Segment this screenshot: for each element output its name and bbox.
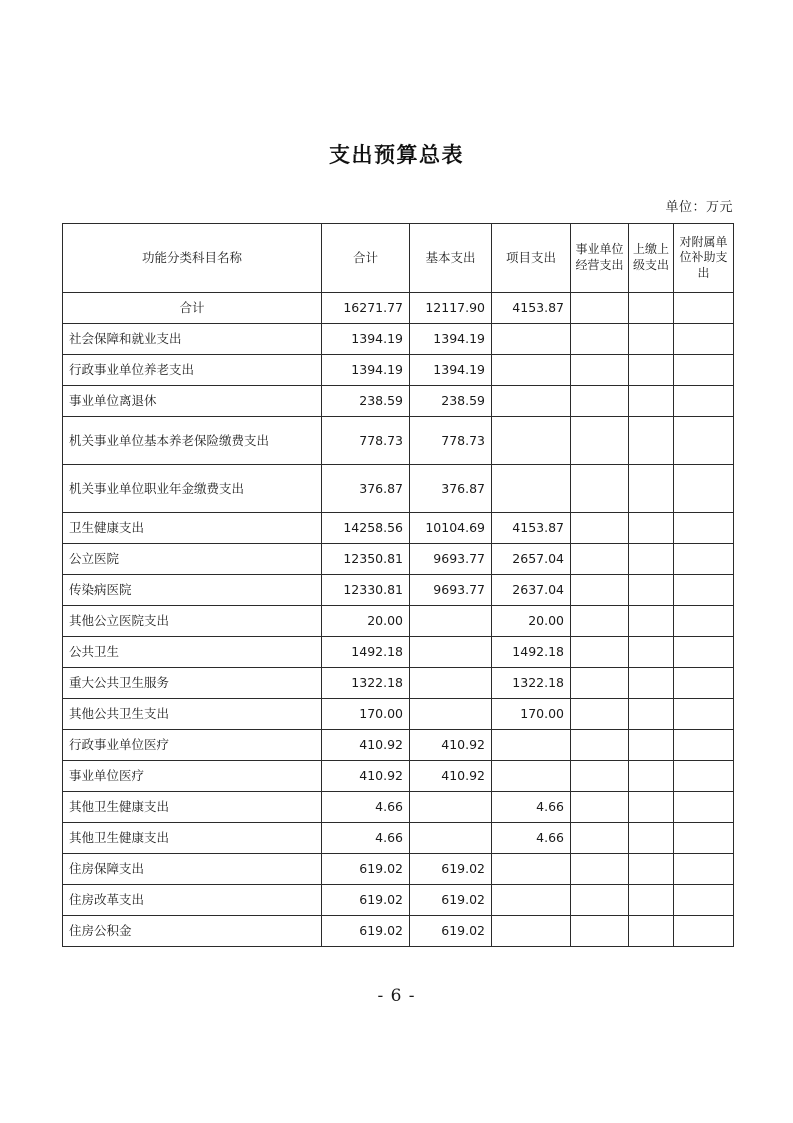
cell-operating-expenditure (571, 513, 629, 544)
row-label: 行政事业单位养老支出 (63, 355, 322, 386)
cell-subsidiary-subsidy (674, 513, 734, 544)
cell-project-expenditure: 2637.04 (492, 575, 571, 606)
row-label: 机关事业单位职业年金缴费支出 (63, 465, 322, 513)
cell-basic-expenditure: 1394.19 (410, 355, 492, 386)
cell-project-expenditure: 170.00 (492, 699, 571, 730)
cell-upper-remittance (629, 730, 674, 761)
cell-upper-remittance (629, 792, 674, 823)
cell-project-expenditure (492, 916, 571, 947)
cell-project-expenditure (492, 417, 571, 465)
cell-basic-expenditure (410, 699, 492, 730)
cell-basic-expenditure: 10104.69 (410, 513, 492, 544)
table-row (63, 730, 734, 761)
row-label: 公共卫生 (63, 637, 322, 668)
cell-operating-expenditure (571, 885, 629, 916)
row-label: 卫生健康支出 (63, 513, 322, 544)
table-row (63, 761, 734, 792)
cell-basic-expenditure (410, 606, 492, 637)
cell-project-expenditure: 20.00 (492, 606, 571, 637)
cell-operating-expenditure (571, 324, 629, 355)
cell-basic-expenditure (410, 637, 492, 668)
cell-subsidiary-subsidy (674, 637, 734, 668)
cell-total: 170.00 (322, 699, 410, 730)
cell-subsidiary-subsidy (674, 544, 734, 575)
column-header-name: 功能分类科目名称 (63, 224, 322, 293)
table-row (63, 699, 734, 730)
cell-subsidiary-subsidy (674, 324, 734, 355)
cell-total: 4.66 (322, 792, 410, 823)
cell-subsidiary-subsidy (674, 761, 734, 792)
cell-subsidiary-subsidy (674, 885, 734, 916)
cell-basic-expenditure: 9693.77 (410, 575, 492, 606)
cell-subsidiary-subsidy (674, 699, 734, 730)
cell-total: 16271.77 (322, 293, 410, 324)
table-row (63, 885, 734, 916)
cell-basic-expenditure: 12117.90 (410, 293, 492, 324)
row-label: 行政事业单位医疗 (63, 730, 322, 761)
table-row (63, 544, 734, 575)
cell-operating-expenditure (571, 730, 629, 761)
cell-upper-remittance (629, 854, 674, 885)
cell-total: 1394.19 (322, 355, 410, 386)
row-label: 其他卫生健康支出 (63, 823, 322, 854)
row-label: 其他公立医院支出 (63, 606, 322, 637)
cell-upper-remittance (629, 885, 674, 916)
cell-upper-remittance (629, 575, 674, 606)
row-label: 事业单位医疗 (63, 761, 322, 792)
row-label: 机关事业单位基本养老保险缴费支出 (63, 417, 322, 465)
cell-total: 619.02 (322, 916, 410, 947)
cell-operating-expenditure (571, 761, 629, 792)
row-label: 重大公共卫生服务 (63, 668, 322, 699)
cell-project-expenditure: 4153.87 (492, 293, 571, 324)
cell-basic-expenditure: 410.92 (410, 730, 492, 761)
cell-upper-remittance (629, 293, 674, 324)
cell-project-expenditure: 4153.87 (492, 513, 571, 544)
row-label: 其他公共卫生支出 (63, 699, 322, 730)
cell-subsidiary-subsidy (674, 355, 734, 386)
cell-upper-remittance (629, 606, 674, 637)
table-row (63, 606, 734, 637)
cell-total: 4.66 (322, 823, 410, 854)
cell-basic-expenditure: 9693.77 (410, 544, 492, 575)
cell-project-expenditure (492, 355, 571, 386)
table-row (63, 637, 734, 668)
cell-subsidiary-subsidy (674, 465, 734, 513)
row-label: 住房改革支出 (63, 885, 322, 916)
cell-upper-remittance (629, 823, 674, 854)
row-label: 公立医院 (63, 544, 322, 575)
cell-total: 410.92 (322, 730, 410, 761)
cell-total: 12350.81 (322, 544, 410, 575)
cell-upper-remittance (629, 513, 674, 544)
cell-subsidiary-subsidy (674, 730, 734, 761)
column-header-total: 合计 (322, 224, 410, 293)
row-label: 社会保障和就业支出 (63, 324, 322, 355)
cell-basic-expenditure: 1394.19 (410, 324, 492, 355)
table-body (63, 293, 734, 947)
table-row (63, 417, 734, 465)
cell-project-expenditure (492, 730, 571, 761)
table-row (63, 854, 734, 885)
cell-total: 619.02 (322, 854, 410, 885)
cell-subsidiary-subsidy (674, 293, 734, 324)
cell-total: 20.00 (322, 606, 410, 637)
cell-project-expenditure (492, 465, 571, 513)
cell-subsidiary-subsidy (674, 417, 734, 465)
cell-operating-expenditure (571, 293, 629, 324)
column-header-subsidy: 对附属单位补助支出 (674, 224, 734, 293)
cell-project-expenditure (492, 761, 571, 792)
cell-upper-remittance (629, 386, 674, 417)
cell-basic-expenditure: 619.02 (410, 854, 492, 885)
cell-basic-expenditure (410, 823, 492, 854)
cell-project-expenditure (492, 854, 571, 885)
cell-operating-expenditure (571, 854, 629, 885)
cell-operating-expenditure (571, 699, 629, 730)
column-header-operating: 事业单位经营支出 (571, 224, 629, 293)
cell-project-expenditure: 1322.18 (492, 668, 571, 699)
row-label: 住房保障支出 (63, 854, 322, 885)
cell-total: 619.02 (322, 885, 410, 916)
cell-upper-remittance (629, 761, 674, 792)
cell-total: 1394.19 (322, 324, 410, 355)
cell-operating-expenditure (571, 916, 629, 947)
column-header-basic: 基本支出 (410, 224, 492, 293)
row-label: 传染病医院 (63, 575, 322, 606)
cell-operating-expenditure (571, 823, 629, 854)
table-row (63, 465, 734, 513)
table-row (63, 293, 734, 324)
cell-project-expenditure (492, 386, 571, 417)
table-header-row (63, 224, 734, 293)
row-label: 事业单位离退休 (63, 386, 322, 417)
cell-operating-expenditure (571, 544, 629, 575)
cell-upper-remittance (629, 355, 674, 386)
cell-basic-expenditure: 619.02 (410, 885, 492, 916)
cell-subsidiary-subsidy (674, 386, 734, 417)
cell-basic-expenditure: 238.59 (410, 386, 492, 417)
cell-subsidiary-subsidy (674, 606, 734, 637)
cell-subsidiary-subsidy (674, 575, 734, 606)
cell-subsidiary-subsidy (674, 823, 734, 854)
cell-basic-expenditure: 778.73 (410, 417, 492, 465)
cell-operating-expenditure (571, 355, 629, 386)
cell-basic-expenditure: 376.87 (410, 465, 492, 513)
page-number: - 6 - (377, 986, 416, 1006)
cell-subsidiary-subsidy (674, 668, 734, 699)
cell-upper-remittance (629, 916, 674, 947)
cell-operating-expenditure (571, 465, 629, 513)
cell-upper-remittance (629, 544, 674, 575)
cell-project-expenditure (492, 885, 571, 916)
table-row (63, 575, 734, 606)
cell-total: 12330.81 (322, 575, 410, 606)
table-row (63, 355, 734, 386)
cell-project-expenditure: 1492.18 (492, 637, 571, 668)
cell-total: 14258.56 (322, 513, 410, 544)
cell-basic-expenditure (410, 792, 492, 823)
cell-project-expenditure (492, 324, 571, 355)
cell-total: 376.87 (322, 465, 410, 513)
table-row (63, 823, 734, 854)
cell-operating-expenditure (571, 668, 629, 699)
table-row (63, 513, 734, 544)
cell-basic-expenditure: 619.02 (410, 916, 492, 947)
cell-upper-remittance (629, 668, 674, 699)
cell-subsidiary-subsidy (674, 792, 734, 823)
cell-total: 778.73 (322, 417, 410, 465)
cell-subsidiary-subsidy (674, 854, 734, 885)
column-header-project: 项目支出 (492, 224, 571, 293)
row-label: 合计 (63, 293, 322, 324)
cell-project-expenditure: 4.66 (492, 823, 571, 854)
cell-operating-expenditure (571, 575, 629, 606)
table-row (63, 668, 734, 699)
cell-total: 1492.18 (322, 637, 410, 668)
cell-project-expenditure: 4.66 (492, 792, 571, 823)
cell-operating-expenditure (571, 792, 629, 823)
cell-upper-remittance (629, 699, 674, 730)
cell-operating-expenditure (571, 386, 629, 417)
row-label: 其他卫生健康支出 (63, 792, 322, 823)
page-title: 支出预算总表 (329, 143, 464, 167)
cell-total: 1322.18 (322, 668, 410, 699)
cell-upper-remittance (629, 417, 674, 465)
cell-basic-expenditure (410, 668, 492, 699)
cell-operating-expenditure (571, 417, 629, 465)
column-header-upper: 上缴上级支出 (629, 224, 674, 293)
cell-upper-remittance (629, 324, 674, 355)
cell-subsidiary-subsidy (674, 916, 734, 947)
table-row (63, 792, 734, 823)
table-row (63, 386, 734, 417)
cell-total: 410.92 (322, 761, 410, 792)
unit-label: 单位：万元 (665, 200, 733, 215)
table-row (63, 324, 734, 355)
cell-operating-expenditure (571, 606, 629, 637)
row-label: 住房公积金 (63, 916, 322, 947)
cell-total: 238.59 (322, 386, 410, 417)
cell-upper-remittance (629, 637, 674, 668)
table-row (63, 916, 734, 947)
cell-upper-remittance (629, 465, 674, 513)
cell-project-expenditure: 2657.04 (492, 544, 571, 575)
cell-basic-expenditure: 410.92 (410, 761, 492, 792)
expenditure-budget-table (62, 223, 734, 947)
cell-operating-expenditure (571, 637, 629, 668)
